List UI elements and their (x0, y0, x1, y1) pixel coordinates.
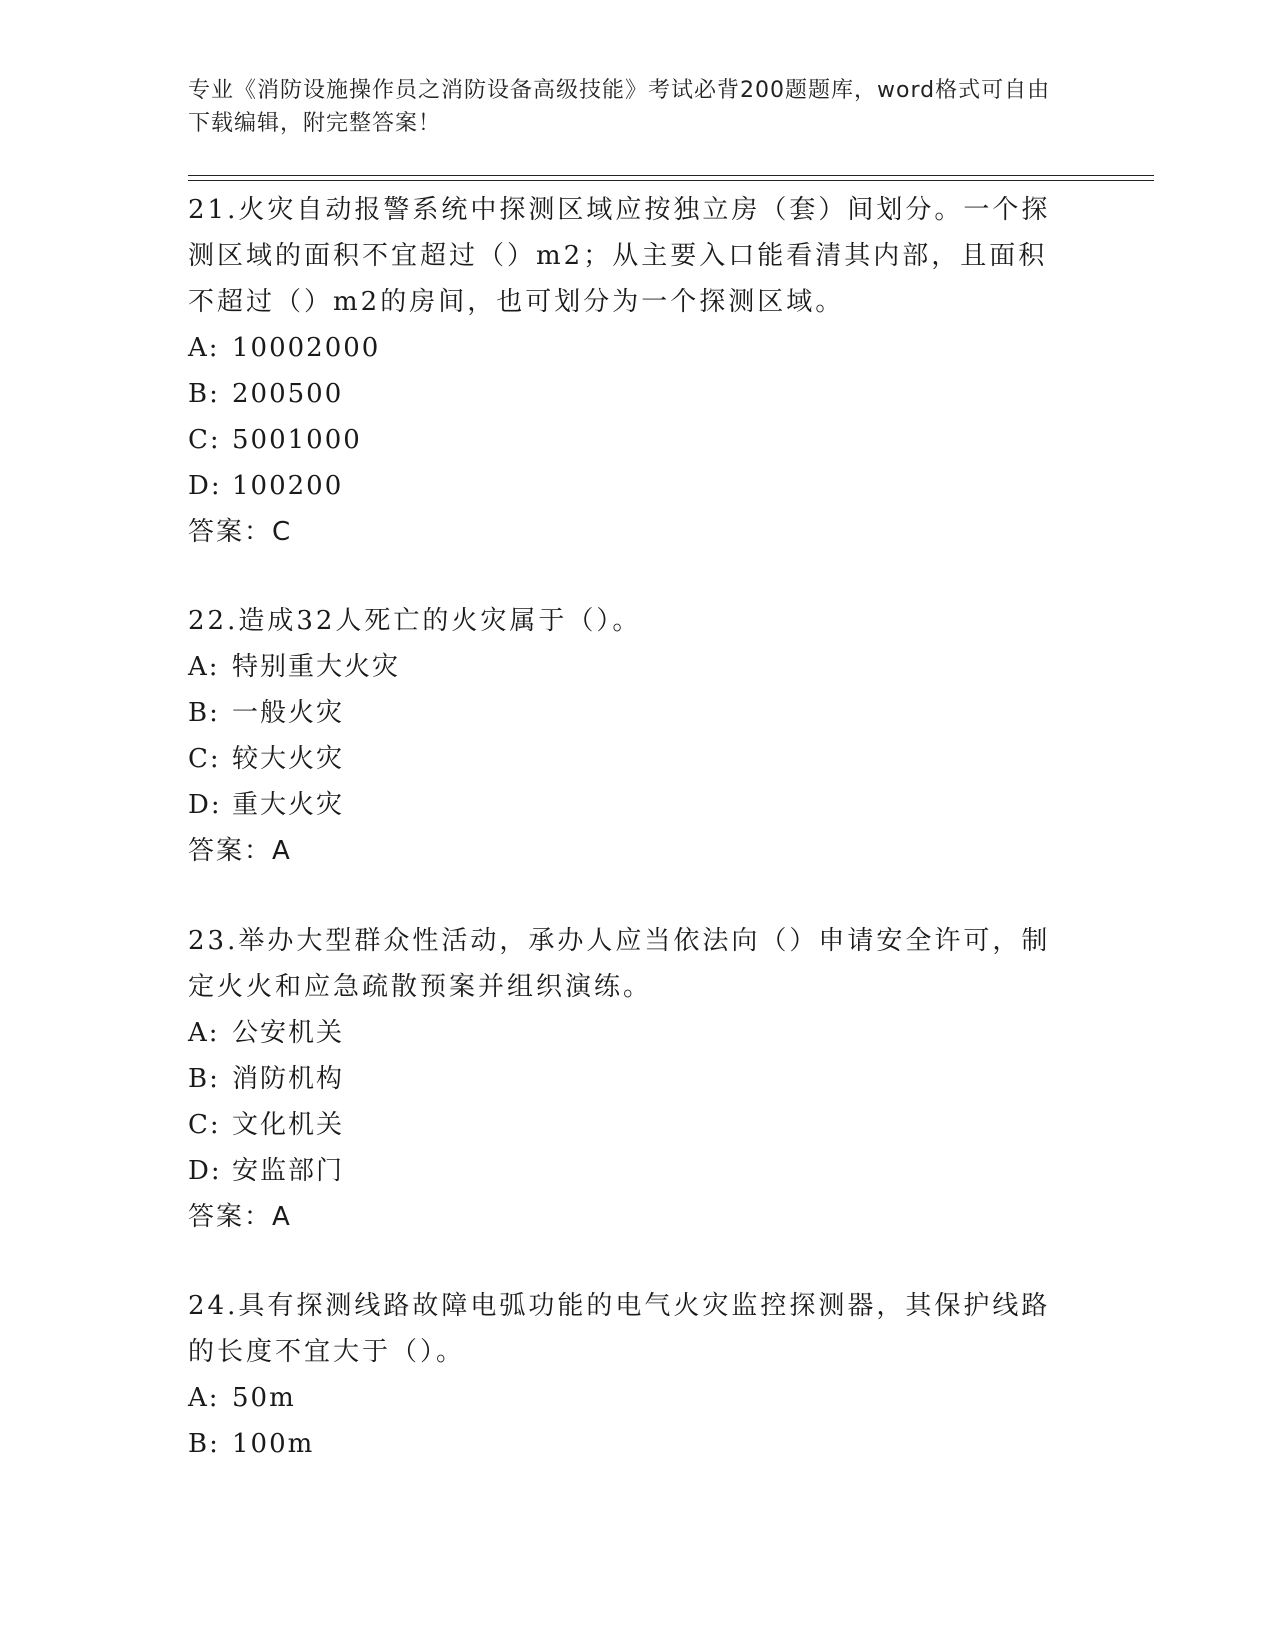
option-letter: C: (188, 1110, 221, 1140)
option-letter: A: (188, 1383, 220, 1413)
option-text: 公安机关 (232, 1018, 345, 1048)
option-letter: D: (188, 471, 222, 501)
option-text: 100200 (232, 471, 344, 501)
option-letter: A: (188, 333, 220, 363)
option-letter: B: (188, 1064, 220, 1094)
question-21 (188, 187, 1068, 555)
answer-line: 答案：A (188, 836, 292, 866)
option-text: 文化机关 (232, 1110, 345, 1140)
option-letter: B: (188, 1429, 220, 1459)
header-divider-top (188, 175, 1154, 176)
option-a (188, 644, 1068, 690)
option-text: 重大火灾 (232, 790, 345, 820)
document-header: 专业《消防设施操作员之消防设备高级技能》考试必背200题题库，word格式可自由下载编辑，附完整答案！ (188, 78, 1051, 136)
option-text: 5001000 (232, 425, 362, 455)
question-stem: 22.造成32人死亡的火灾属于（）。 (188, 606, 642, 636)
option-letter: C: (188, 425, 221, 455)
option-b (188, 371, 1068, 417)
option-c (188, 736, 1068, 782)
option-letter: C: (188, 744, 221, 774)
option-text: 特别重大火灾 (232, 652, 401, 682)
question-24 (188, 1283, 1068, 1467)
option-a (188, 1010, 1068, 1056)
option-text: 100m (232, 1429, 315, 1459)
option-c (188, 1102, 1068, 1148)
option-b (188, 690, 1068, 736)
option-b (188, 1056, 1068, 1102)
header-divider-bottom (188, 180, 1154, 181)
answer-line: 答案：A (188, 1202, 292, 1232)
option-letter: D: (188, 1156, 222, 1186)
option-d (188, 463, 1068, 509)
option-text: 较大火灾 (232, 744, 345, 774)
question-22 (188, 598, 1068, 874)
option-text: 一般火灾 (232, 698, 345, 728)
option-letter: A: (188, 1018, 220, 1048)
option-text: 安监部门 (232, 1156, 345, 1186)
option-d (188, 1148, 1068, 1194)
question-stem: 21.火灾自动报警系统中探测区域应按独立房（套）间划分。一个探测区域的面积不宜超过（）m2；从主要入口能看清其内部，且面积不超过（）m2的房间，也可划分为一个探测区域。 (188, 195, 1051, 317)
option-letter: B: (188, 379, 220, 409)
answer-line: 答案：C (188, 517, 293, 547)
option-c (188, 417, 1068, 463)
option-d (188, 782, 1068, 828)
question-stem: 24.具有探测线路故障电弧功能的电气火灾监控探测器，其保护线路的长度不宜大于（）。 (188, 1291, 1051, 1367)
question-23 (188, 918, 1068, 1240)
option-b (188, 1421, 1068, 1467)
option-text: 消防机构 (232, 1064, 345, 1094)
option-a (188, 325, 1068, 371)
option-letter: B: (188, 698, 220, 728)
option-letter: A: (188, 652, 220, 682)
option-letter: D: (188, 790, 222, 820)
option-text: 50m (232, 1383, 296, 1413)
option-a (188, 1375, 1068, 1421)
option-text: 10002000 (232, 333, 381, 363)
question-stem: 23.举办大型群众性活动，承办人应当依法向（）申请安全许可，制定火火和应急疏散预案并组织演练。 (188, 926, 1051, 1002)
option-text: 200500 (232, 379, 344, 409)
